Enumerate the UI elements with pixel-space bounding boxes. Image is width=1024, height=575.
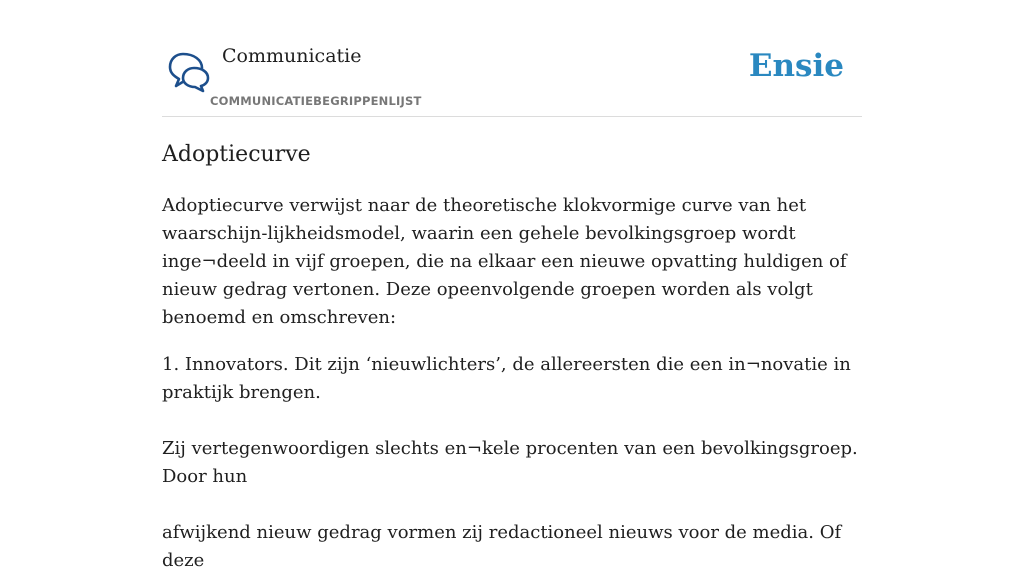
- book-title[interactable]: Communicatie: [222, 45, 362, 67]
- brand-logo[interactable]: Ensie: [748, 48, 844, 84]
- site-header: [162, 0, 862, 117]
- book-subtitle[interactable]: COMMUNICATIEBEGRIPPENLIJST: [210, 94, 422, 108]
- article-paragraph: Adoptiecurve verwijst naar de theoretische klokvormige curve van het waarschijn-lijkheidsmodel, waarin een gehele bevolkingsgroep wordt inge¬deeld in vijf groepen, die na elkaar een nieuwe opvatting huldigen of nieuw gedrag vertonen. Deze opeenvolgende groepen worden als volgt benoemd en omschreven:: [162, 195, 847, 328]
- article-paragraph: 1. Innovators. Dit zijn ‘nieuwlichters’, de allereersten die een in¬novatie in praktijk brengen.: [162, 354, 851, 403]
- article-paragraph: afwijkend nieuw gedrag vormen zij redactioneel nieuws voor de media. Of deze: [162, 522, 842, 571]
- speech-bubbles-icon[interactable]: [164, 48, 210, 94]
- article-title: Adoptiecurve: [162, 142, 311, 167]
- article-content: [162, 130, 862, 575]
- article-paragraph: Zij vertegenwoordigen slechts en¬kele procenten van een bevolkingsgroep. Door hun: [162, 438, 858, 487]
